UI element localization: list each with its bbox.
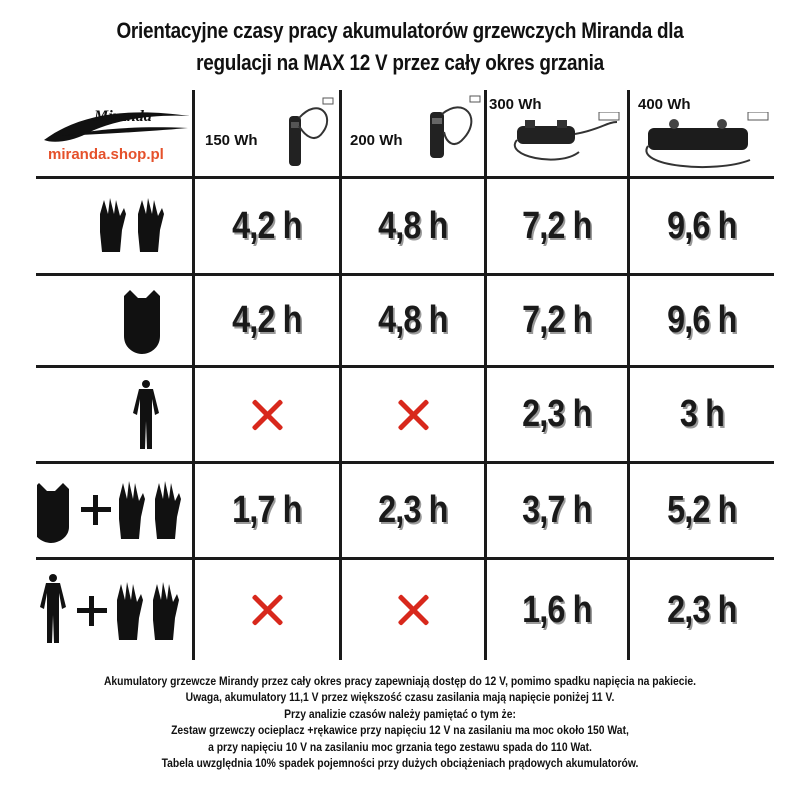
- runtime-value: 1,7 h: [232, 489, 302, 531]
- not-available-icon: [397, 594, 429, 626]
- value-cell: [195, 368, 339, 461]
- runtime-value: 7,2 h: [522, 299, 592, 341]
- value-cell: [342, 179, 484, 273]
- note-line: Akumulatory grzewcze Mirandy przez cały okres pracy zapewniają dostęp do 12 V, pomimo spadku napięcia na pakiecie.: [103, 676, 697, 688]
- battery-150wh-icon: [275, 96, 335, 172]
- column-header-150wh: [195, 90, 339, 176]
- gloves-icon: [94, 194, 174, 258]
- vest-icon: [120, 286, 164, 356]
- value-cell: [195, 179, 339, 273]
- value-cell: [630, 560, 774, 660]
- runtime-value: 4,8 h: [378, 299, 448, 341]
- note-line: Uwaga, akumulatory 11,1 V przez większość czasu zasilania mają napięcie poniżej 11 V.: [185, 692, 615, 705]
- logo-url: miranda.shop.pl: [48, 146, 164, 163]
- value-cell: [487, 276, 627, 365]
- note-line: Przy analizie czasów należy pamiętać o tym że:: [284, 708, 516, 721]
- battery-400wh-icon: [634, 112, 772, 176]
- row-icon-suit-gloves: [36, 560, 192, 660]
- heated-suit-icon: [131, 379, 161, 451]
- value-cell: [630, 368, 774, 461]
- row-icon-vest: [36, 276, 192, 365]
- row-icon-suit: [36, 368, 192, 461]
- runtime-value: 9,6 h: [667, 204, 737, 247]
- row-icon-vest-gloves: [36, 464, 192, 557]
- not-available-icon: [251, 399, 283, 431]
- runtime-value: 1,6 h: [522, 588, 592, 631]
- value-cell: [630, 179, 774, 273]
- row-icon-gloves: [36, 179, 192, 273]
- not-available-icon: [397, 399, 429, 431]
- runtime-value: 2,3 h: [667, 588, 737, 631]
- column-label: 150 Wh: [205, 132, 258, 149]
- title-line-1: Orientacyjne czasy pracy akumulatorów grzewczych Miranda dla: [116, 18, 684, 43]
- column-label: 300 Wh: [489, 96, 542, 113]
- vest-plus-gloves-icon: [37, 475, 191, 547]
- runtime-value: 2,3 h: [378, 489, 448, 531]
- suit-plus-gloves-icon: [37, 572, 191, 648]
- note-line: a przy napięciu 10 V na zasilaniu moc grzania tego zestawu spada do 110 Wat.: [208, 741, 592, 754]
- column-label: 200 Wh: [350, 132, 403, 149]
- battery-200wh-icon: [418, 94, 484, 174]
- runtime-value: 4,2 h: [232, 299, 302, 341]
- runtime-value: 3,7 h: [522, 489, 592, 531]
- runtime-value: 3 h: [679, 393, 725, 435]
- not-available-icon: [251, 594, 283, 626]
- column-header-200wh: [342, 90, 484, 176]
- value-cell: [487, 179, 627, 273]
- value-cell: [630, 464, 774, 557]
- runtime-value: 7,2 h: [522, 204, 592, 247]
- runtime-value: 4,2 h: [232, 204, 302, 247]
- value-cell: [342, 368, 484, 461]
- value-cell: [342, 560, 484, 660]
- value-cell: [195, 276, 339, 365]
- footnotes: [0, 674, 800, 772]
- value-cell: [487, 560, 627, 660]
- note-line: Tabela uwzględnia 10% spadek pojemności przy dużych obciążeniach prądowych akumulatorów.: [161, 758, 639, 771]
- miranda-logo: [36, 90, 192, 176]
- column-header-300wh: [487, 90, 627, 176]
- value-cell: [342, 464, 484, 557]
- runtime-value: 4,8 h: [378, 204, 448, 247]
- logo-name: Miranda: [94, 108, 152, 125]
- runtime-value: 9,6 h: [667, 299, 737, 341]
- value-cell: [195, 560, 339, 660]
- runtime-value: 5,2 h: [667, 489, 737, 531]
- value-cell: [487, 464, 627, 557]
- value-cell: [342, 276, 484, 365]
- runtime-table: [36, 90, 774, 660]
- value-cell: [630, 276, 774, 365]
- battery-300wh-icon: [499, 112, 623, 174]
- note-line: Zestaw grzewczy ocieplacz +rękawice przy napięciu 12 V na zasilaniu ma moc około 150 Wat,: [171, 725, 629, 738]
- runtime-value: 2,3 h: [522, 393, 592, 435]
- value-cell: [487, 368, 627, 461]
- value-cell: [195, 464, 339, 557]
- title-line-2: regulacji na MAX 12 V przez cały okres grzania: [196, 50, 604, 75]
- column-label: 400 Wh: [638, 96, 691, 113]
- column-header-400wh: [630, 90, 774, 176]
